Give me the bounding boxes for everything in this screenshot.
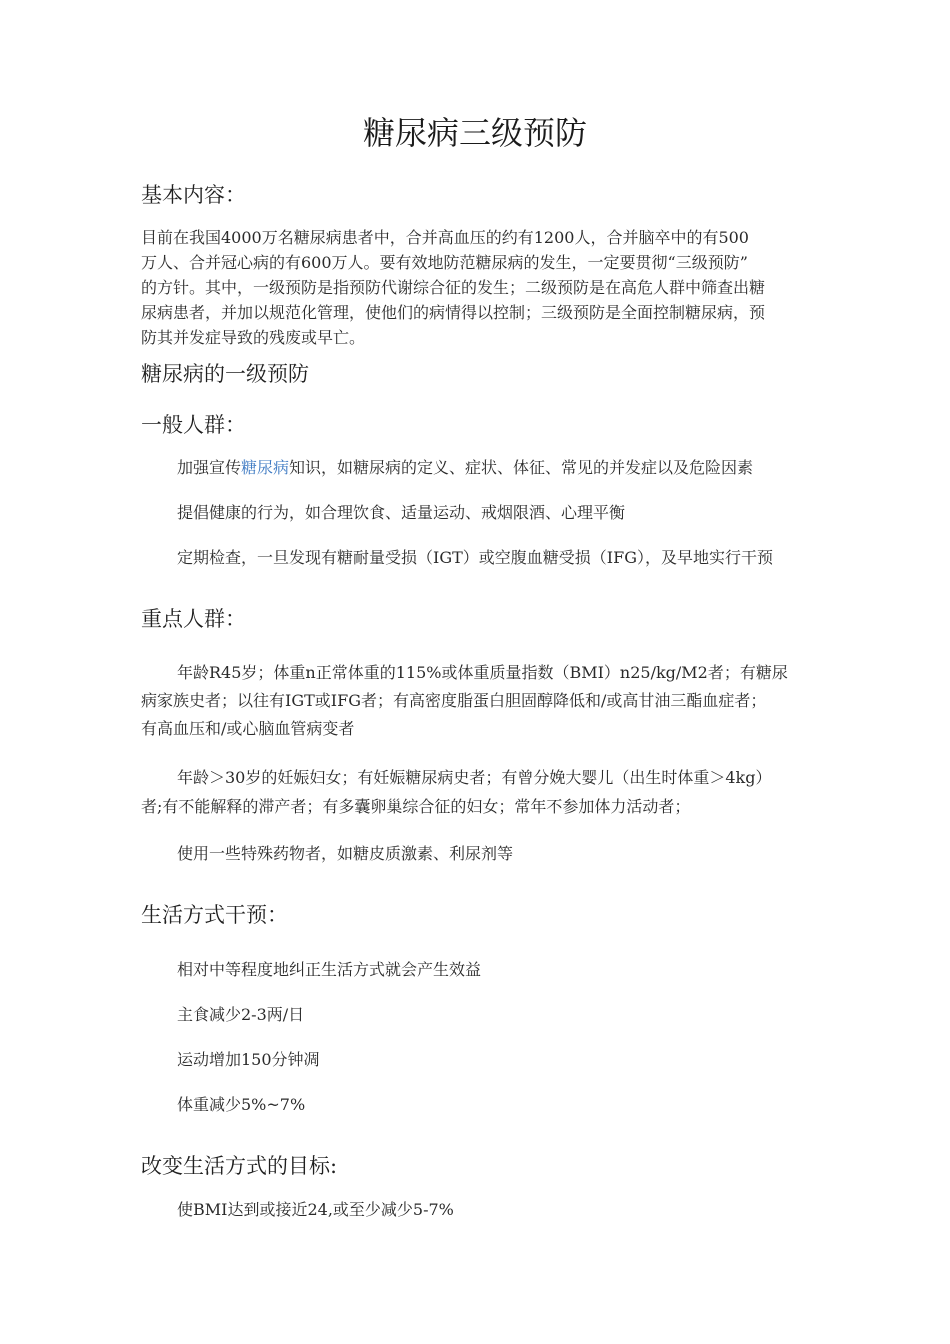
key-p3: 使用一些特殊药物者，如糖皮质激素、利尿剂等 [177, 844, 514, 863]
lifestyle-item: 运动增加150分钟凋 [177, 1050, 320, 1069]
section-heading-basic: 基本内容： [141, 183, 246, 207]
general-item-1 [177, 455, 753, 478]
key-p1-line: 病家族史者；以往有IGT或IFG者；有高密度脂蛋白胆固醇降低和/或高甘油三酯血症者； [141, 691, 767, 710]
basic-line: 万人、合并冠心病的有600万人。要有效地防范糖尿病的发生，一定要贯彻“三级预防” [141, 253, 748, 272]
key-p2-line: 年龄＞30岁的妊娠妇女；有妊娠糖尿病史者；有曾分娩大婴儿（出生时体重＞4kg） [177, 768, 772, 787]
key-p2-line: 者;有不能解释的滞产者；有多囊卵巢综合征的妇女；常年不参加体力活动者； [141, 797, 691, 816]
key-p1-line: 有高血压和/或心脑血管病变者 [141, 719, 355, 738]
goals-item: 使BMI达到或接近24,或至少减少5-7% [177, 1200, 454, 1219]
section-heading-general: 一般人群： [141, 413, 246, 437]
basic-line: 尿病患者，并加以规范化管理，使他们的病情得以控制；三级预防是全面控制糖尿病，预 [141, 303, 766, 322]
basic-line: 目前在我国4000万名糖尿病患者中，合并高血压的约有1200人，合并脑卒中的有500 [141, 228, 749, 247]
page-title: 糖尿病三级预防 [362, 114, 587, 152]
basic-line: 的方针。其中，一级预防是指预防代谢综合征的发生；二级预防是在高危人群中筛查出糖 [141, 278, 766, 297]
lifestyle-item: 相对中等程度地纠正生活方式就会产生效益 [177, 960, 482, 979]
general-item-3: 定期检查，一旦发现有糖耐量受损（IGT）或空腹血糖受损（IFG），及早地实行干预 [177, 548, 773, 567]
general-item-2: 提倡健康的行为，如合理饮食、适量运动、戒烟限酒、心理平衡 [177, 503, 626, 522]
lifestyle-item: 主食减少2-3两/日 [177, 1005, 305, 1024]
key-p1-line: 年龄R45岁；体重n正常体重的115%或体重质量指数（BMI）n25/kg/M2者；有糖尿 [177, 663, 788, 682]
basic-line: 防其并发症导致的残废或早亡。 [141, 328, 366, 347]
section-heading-key: 重点人群： [141, 607, 246, 631]
general-item-1-post: 知识，如糖尿病的定义、症状、体征、常见的并发症以及危险因素 [289, 458, 754, 477]
section-heading-goals: 改变生活方式的目标: [141, 1154, 338, 1178]
lifestyle-item: 体重减少5%~7% [177, 1095, 306, 1114]
section-heading-lifestyle: 生活方式干预： [141, 903, 288, 927]
diabetes-link[interactable]: 糖尿病 [241, 458, 290, 477]
section-heading-primary: 糖尿病的一级预防 [141, 362, 309, 386]
general-item-1-pre: 加强宣传 [177, 458, 242, 477]
